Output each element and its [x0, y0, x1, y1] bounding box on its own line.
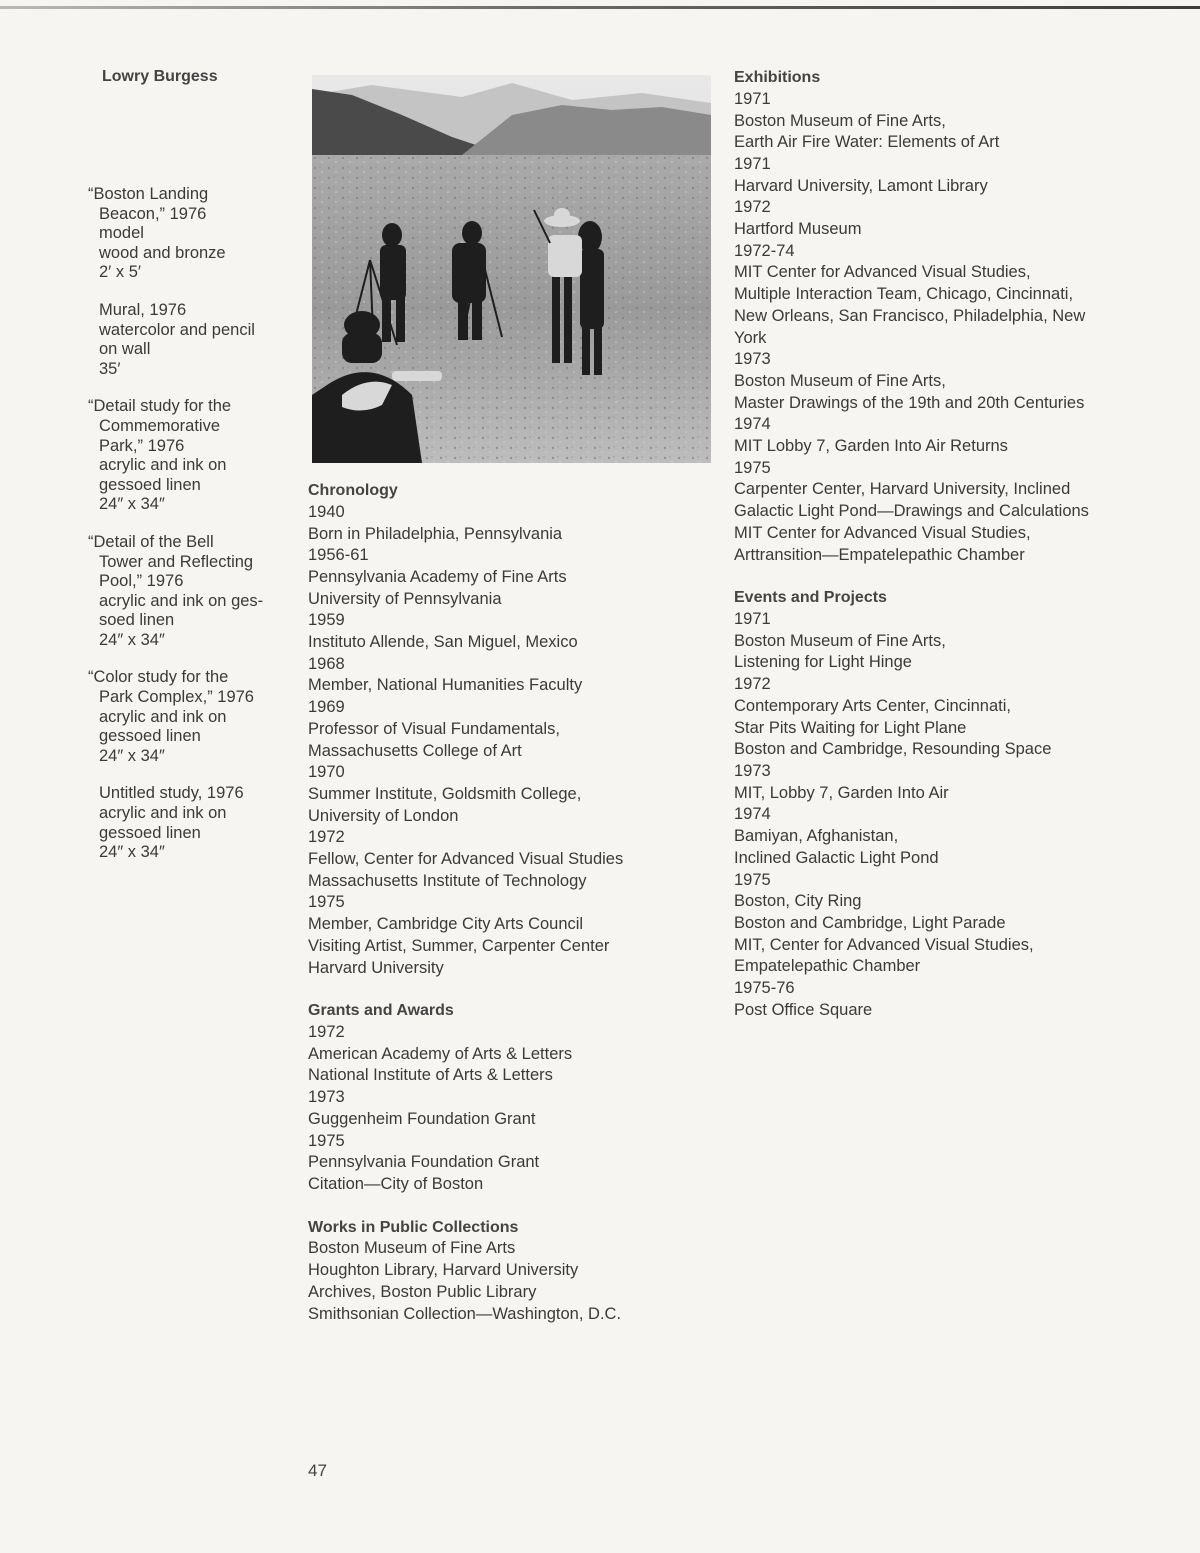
work-line: acrylic and ink on	[99, 804, 227, 823]
work-line: model	[99, 224, 144, 243]
middle-column	[308, 480, 718, 1346]
section-line: Massachusetts Institute of Technology	[308, 871, 587, 890]
work-line: 24″ x 34″	[99, 843, 165, 862]
work-line: on wall	[99, 340, 151, 359]
works-list	[88, 185, 288, 881]
section-line: 1975	[308, 1131, 345, 1150]
work-entry	[88, 185, 288, 283]
section-line: Post Office Square	[734, 1000, 873, 1019]
section-line: Instituto Allende, San Miguel, Mexico	[308, 633, 578, 652]
work-entry	[88, 397, 288, 515]
section-line: 1972	[308, 828, 345, 847]
section-line: Hartford Museum	[734, 220, 862, 239]
work-line: acrylic and ink on ges-	[99, 591, 264, 610]
section-exhibitions	[734, 67, 1164, 566]
section-grants-and-awards	[308, 1000, 718, 1195]
section-line: 1972	[308, 1023, 345, 1042]
work-line: Mural, 1976	[99, 300, 187, 319]
section-heading: Chronology	[308, 482, 398, 499]
section-line: Harvard University, Lamont Library	[734, 176, 988, 195]
work-line: “Detail of the Bell	[88, 532, 214, 551]
work-line: 24″ x 34″	[99, 746, 165, 765]
section-line: Houghton Library, Harvard University	[308, 1261, 579, 1280]
section-line: Bamiyan, Afghanistan,	[734, 827, 899, 846]
section-line: 1975	[734, 458, 771, 477]
work-line: gessoed linen	[99, 475, 201, 494]
section-line: Carpenter Center, Harvard University, Inclined	[734, 480, 1071, 499]
section-line: Guggenheim Foundation Grant	[308, 1109, 536, 1128]
section-heading: Works in Public Collections	[308, 1218, 519, 1236]
section-works-in-public-collections	[308, 1217, 718, 1326]
section-events-and-projects	[734, 587, 1164, 1021]
work-line: 35′	[99, 359, 121, 378]
section-line: 1975	[308, 893, 345, 912]
section-line: Professor of Visual Fundamentals,	[308, 719, 560, 738]
section-line: Arttransition—Empatelepathic Chamber	[734, 545, 1025, 564]
work-line: gessoed linen	[99, 727, 201, 746]
section-line: Boston Museum of Fine Arts,	[734, 371, 946, 390]
section-line: Boston, City Ring	[734, 892, 862, 911]
work-line: “Detail study for the	[88, 397, 232, 416]
section-line: Member, Cambridge City Arts Council	[308, 915, 584, 934]
work-entry	[88, 533, 288, 651]
work-line: 24″ x 34″	[99, 630, 165, 649]
section-line: American Academy of Arts & Letters	[308, 1044, 573, 1063]
section-line: Galactic Light Pond—Drawings and Calculations	[734, 502, 1089, 521]
section-line: 1974	[734, 415, 771, 434]
section-line: 1975	[734, 870, 771, 889]
section-line: Smithsonian Collection—Washington, D.C.	[308, 1304, 622, 1323]
section-line: MIT Center for Advanced Visual Studies,	[734, 523, 1031, 542]
section-heading: Events and Projects	[734, 589, 887, 607]
section-line: 1971	[734, 610, 771, 629]
photograph	[312, 75, 711, 463]
artist-name: Lowry Burgess	[102, 68, 218, 85]
work-line: Beacon,” 1976	[99, 204, 207, 223]
section-line: Member, National Humanities Faculty	[308, 676, 583, 695]
work-entry	[88, 301, 288, 379]
section-line: 1975-76	[734, 979, 795, 998]
section-line: Visiting Artist, Summer, Carpenter Center	[308, 936, 610, 955]
section-chronology	[308, 480, 718, 979]
section-line: 1959	[308, 611, 345, 630]
section-line: MIT Lobby 7, Garden Into Air Returns	[734, 437, 1008, 456]
page-number: 47	[308, 1461, 327, 1480]
section-line: MIT, Lobby 7, Garden Into Air	[734, 783, 949, 802]
work-line: Pool,” 1976	[99, 572, 184, 591]
section-line: Boston Museum of Fine Arts,	[734, 631, 946, 650]
section-line: MIT Center for Advanced Visual Studies,	[734, 263, 1031, 282]
section-line: 1973	[734, 350, 771, 369]
section-line: Boston Museum of Fine Arts,	[734, 111, 946, 130]
section-line: Contemporary Arts Center, Cincinnati,	[734, 696, 1011, 715]
work-line: 2′ x 5′	[99, 263, 141, 282]
section-line: 1971	[734, 154, 771, 173]
section-line: Fellow, Center for Advanced Visual Studies	[308, 850, 624, 869]
section-line: 1973	[734, 761, 771, 780]
section-line: Multiple Interaction Team, Chicago, Cincinnati,	[734, 285, 1074, 304]
section-line: Pennsylvania Academy of Fine Arts	[308, 567, 567, 586]
section-line: 1972	[734, 198, 771, 217]
right-column	[734, 67, 1164, 1042]
work-line: Tower and Reflecting	[99, 552, 254, 571]
work-line: watercolor and pencil	[99, 320, 255, 339]
section-line: Archives, Boston Public Library	[308, 1282, 537, 1301]
section-line: National Institute of Arts & Letters	[308, 1066, 553, 1085]
section-line: 1973	[308, 1088, 345, 1107]
section-line: Empatelepathic Chamber	[734, 957, 921, 976]
work-line: acrylic and ink on	[99, 707, 227, 726]
section-line: 1970	[308, 763, 345, 782]
work-line: Commemorative	[99, 416, 221, 435]
work-line: soed linen	[99, 611, 175, 630]
top-rule	[0, 6, 1200, 9]
section-line: Born in Philadelphia, Pennsylvania	[308, 524, 563, 543]
section-line: Citation—City of Boston	[308, 1174, 484, 1193]
section-line: 1974	[734, 805, 771, 824]
work-entry	[88, 668, 288, 766]
section-heading: Grants and Awards	[308, 1002, 454, 1020]
work-entry	[88, 784, 288, 862]
work-line: acrylic and ink on	[99, 456, 227, 475]
section-line: Summer Institute, Goldsmith College,	[308, 784, 582, 803]
work-line: Untitled study, 1976	[99, 784, 244, 803]
section-line: 1971	[734, 89, 771, 108]
section-line: University of Pennsylvania	[308, 589, 502, 608]
section-line: 1968	[308, 654, 345, 673]
work-line: “Color study for the	[88, 668, 229, 687]
section-line: New Orleans, San Francisco, Philadelphia, New	[734, 306, 1086, 325]
section-line: 1972	[734, 675, 771, 694]
work-line: “Boston Landing	[88, 185, 209, 203]
section-heading: Exhibitions	[734, 69, 821, 86]
work-line: wood and bronze	[99, 243, 226, 262]
work-line: 24″ x 34″	[99, 495, 165, 514]
section-line: Harvard University	[308, 958, 444, 977]
section-line: Massachusetts College of Art	[308, 741, 522, 760]
section-line: 1956-61	[308, 546, 369, 565]
work-line: Park,” 1976	[99, 436, 185, 455]
section-line: Boston and Cambridge, Light Parade	[734, 913, 1006, 932]
work-line: gessoed linen	[99, 823, 201, 842]
section-line: 1940	[308, 502, 345, 521]
section-line: Boston Museum of Fine Arts	[308, 1239, 516, 1258]
section-line: York	[734, 328, 767, 347]
section-line: Earth Air Fire Water: Elements of Art	[734, 133, 1000, 152]
section-line: 1969	[308, 698, 345, 717]
section-line: 1972-74	[734, 241, 795, 260]
section-line: Inclined Galactic Light Pond	[734, 848, 939, 867]
section-line: MIT, Center for Advanced Visual Studies,	[734, 935, 1034, 954]
section-line: Boston and Cambridge, Resounding Space	[734, 740, 1052, 759]
section-line: Star Pits Waiting for Light Plane	[734, 718, 967, 737]
section-line: Master Drawings of the 19th and 20th Centuries	[734, 393, 1085, 412]
work-line: Park Complex,” 1976	[99, 688, 254, 707]
section-line: Listening for Light Hinge	[734, 653, 912, 672]
section-line: Pennsylvania Foundation Grant	[308, 1153, 540, 1172]
section-line: University of London	[308, 806, 459, 825]
